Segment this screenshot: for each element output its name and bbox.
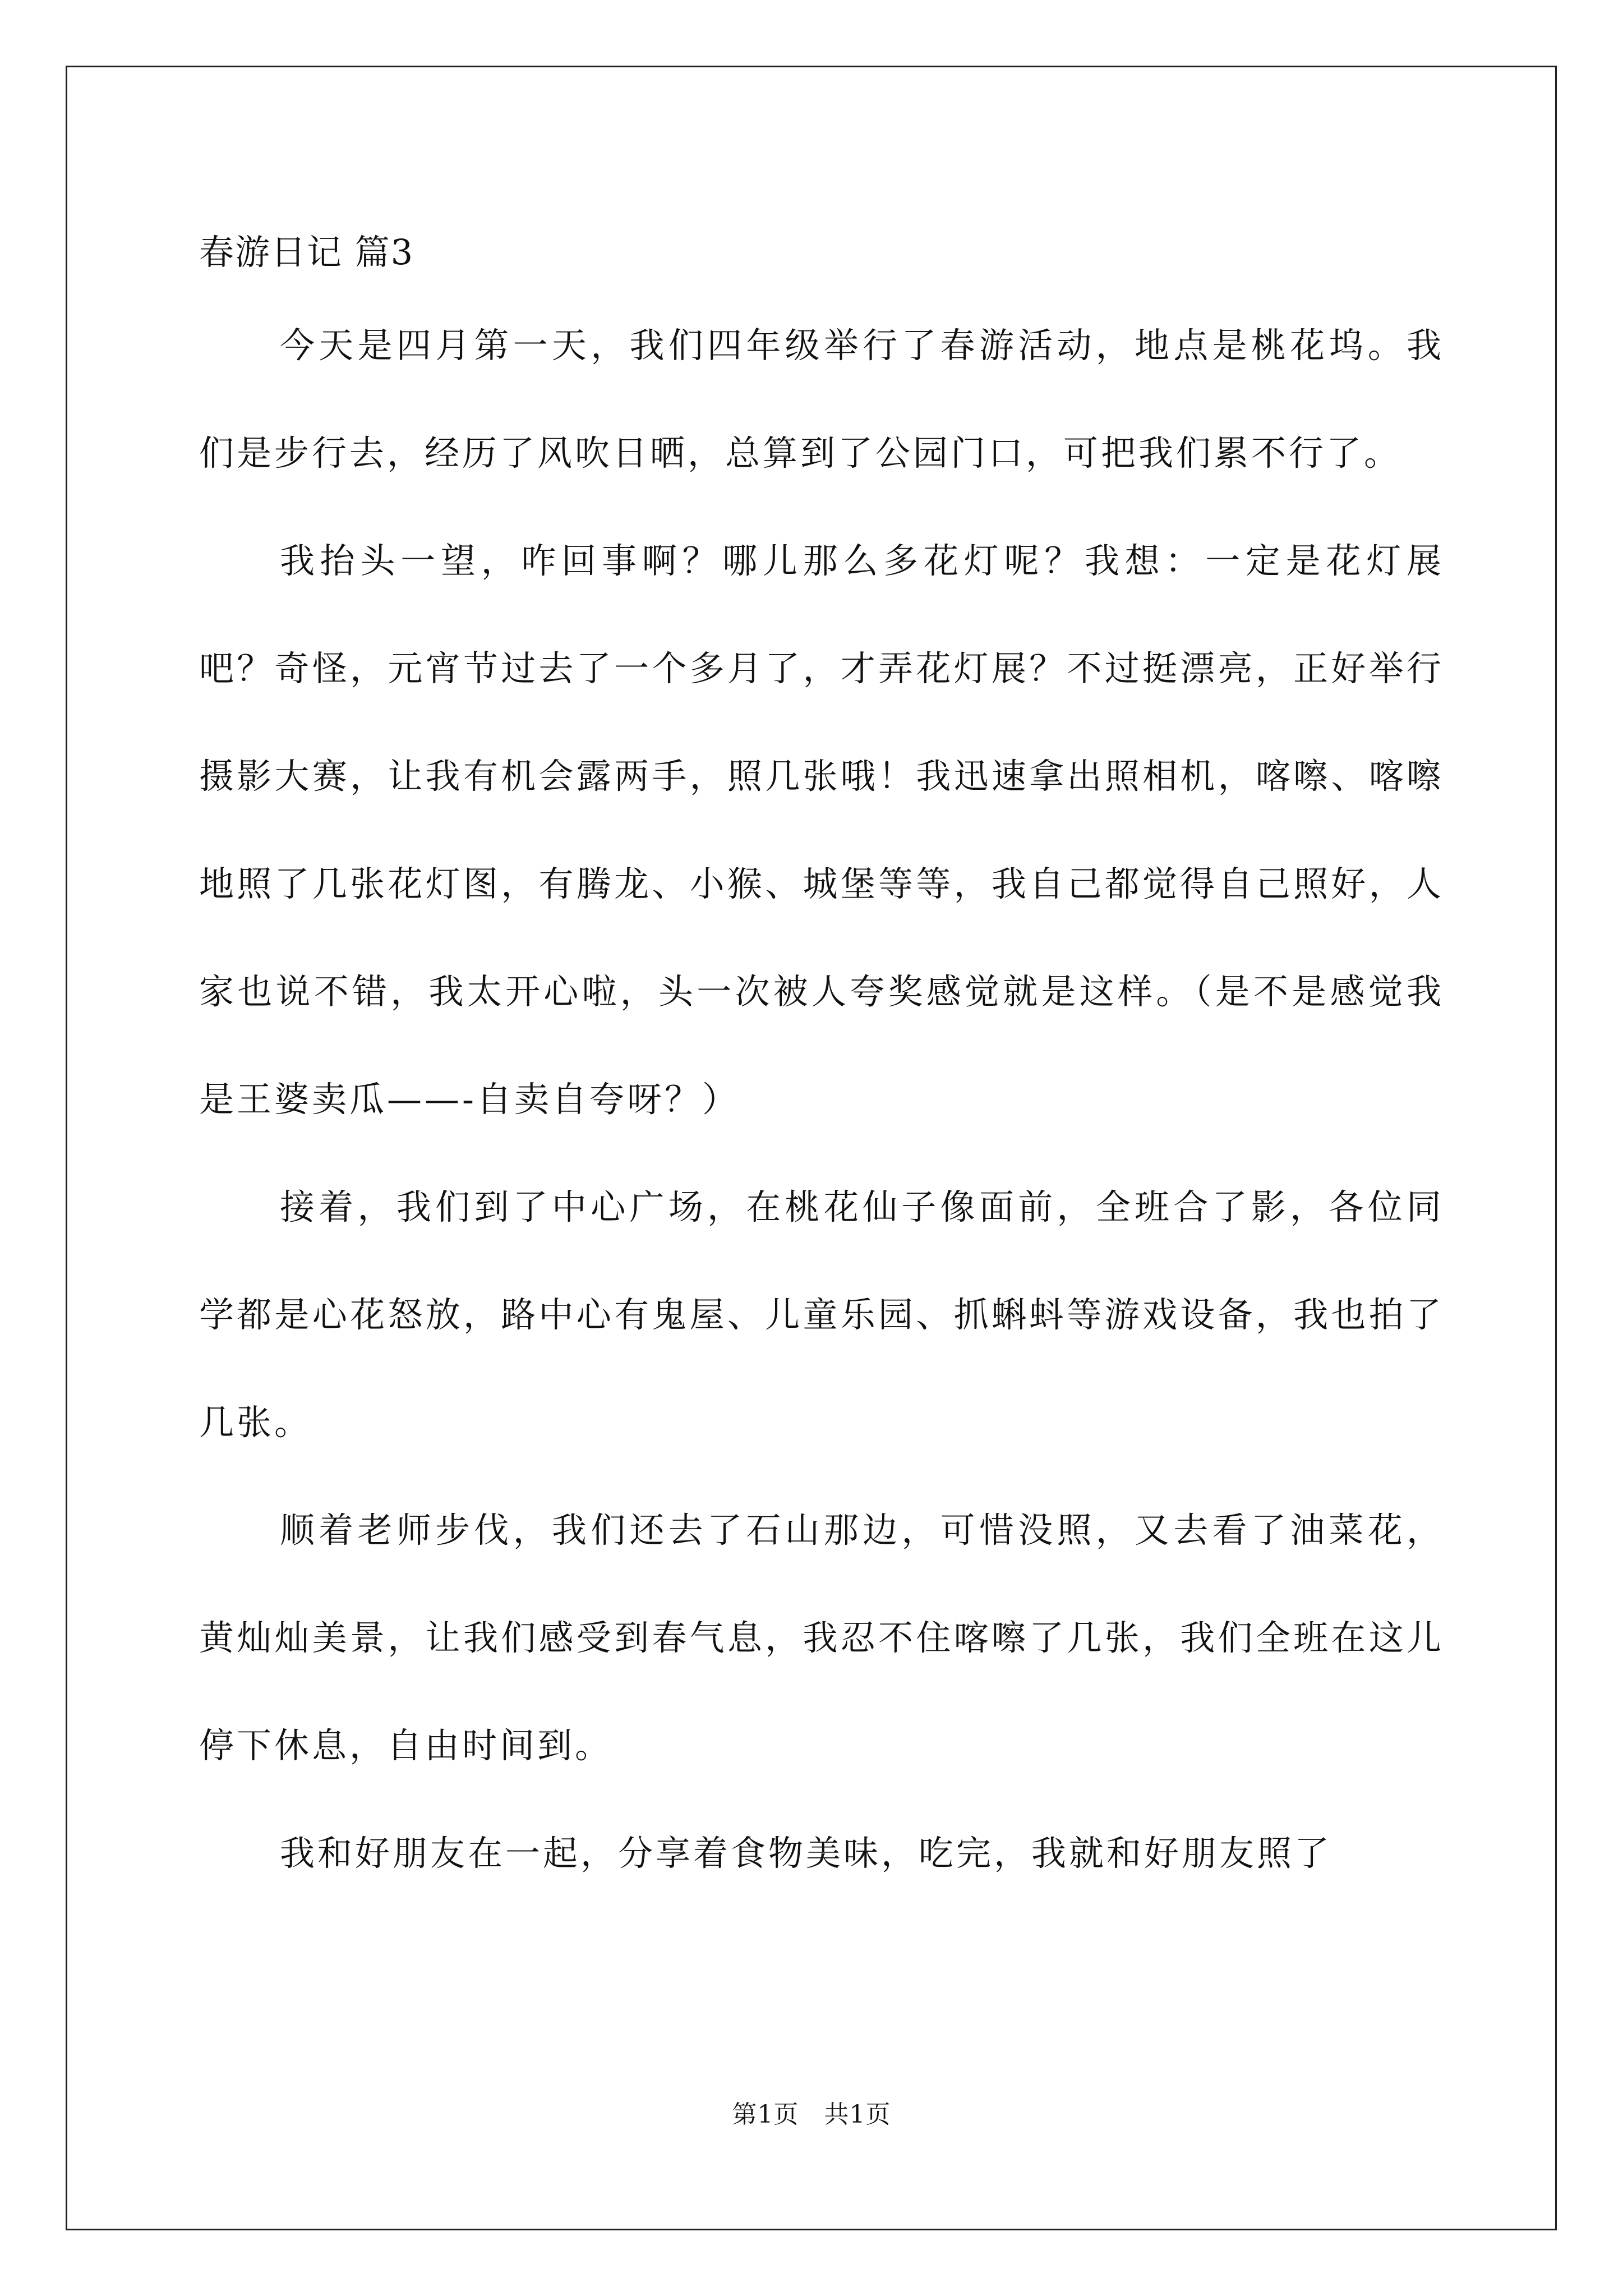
paragraph-1: 今天是四月第一天，我们四年级举行了春游活动，地点是桃花坞。我们是步行去，经历了风吹日晒，总算到了公园门口，可把我们累不行了。 — [199, 325, 1444, 473]
document-body — [199, 213, 1444, 1907]
page-number-footer: 第1页 共1页 — [732, 2100, 891, 2129]
paragraph-5: 我和好朋友在一起，分享着食物美味，吃完，我就和好朋友照了 — [280, 1833, 1332, 1874]
document-title: 春游日记 篇3 — [199, 232, 414, 273]
paragraph-2: 我抬头一望，咋回事啊？哪儿那么多花灯呢？我想：一定是花灯展吧？奇怪，元宵节过去了一个多月了，才弄花灯展？不过挺漂亮，正好举行摄影大赛，让我有机会露两手，照几张哦！我迅速拿出照相机，喀嚓、喀嚓地照了几张花灯图，有腾龙、小猴、城堡等等，我自己都觉得自己照好，人家也说不错，我太开心啦，头一次被人夸奖感觉就是这样。（是不是感觉我是王婆卖瓜——-自卖自夸呀？） — [199, 540, 1444, 1120]
paragraph-3: 接着，我们到了中心广场，在桃花仙子像面前，全班合了影，各位同学都是心花怒放，路中心有鬼屋、儿童乐园、抓蝌蚪等游戏设备，我也拍了几张。 — [199, 1186, 1444, 1443]
paragraph-4: 顺着老师步伐，我们还去了石山那边，可惜没照，又去看了油菜花，黄灿灿美景，让我们感受到春气息，我忍不住喀嚓了几张，我们全班在这儿停下休息，自由时间到。 — [199, 1510, 1444, 1766]
